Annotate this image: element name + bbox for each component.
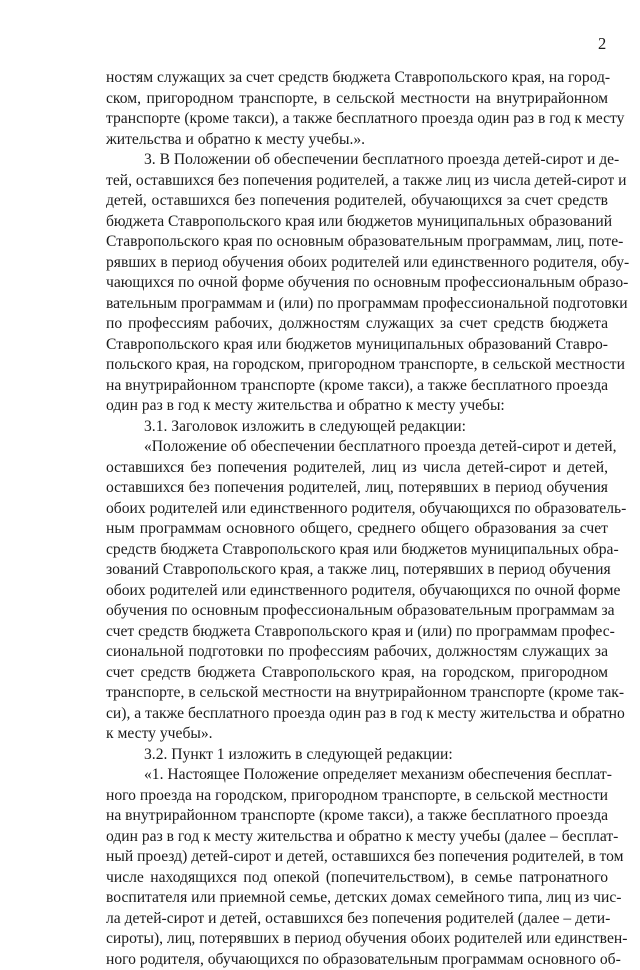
text-line: зований Ставропольского края, а также лиц, потерявших в период обучения (106, 560, 608, 581)
text-line: ный проезд) детей-сирот и детей, оставшихся без попечения родителей, в том (106, 847, 608, 868)
text-line: ла детей-сирот и детей, оставшихся без попечения родителей (далее – дети- (106, 909, 608, 930)
text-line: средств бюджета Ставропольского края или бюджетов муниципальных обра- (106, 540, 608, 561)
text-line: вательным программам и (или) по программам профессиональной подготовки (106, 294, 608, 315)
text-line: Ставропольского края по основным образовательным программам, лиц, поте- (106, 232, 608, 253)
text-line: «Положение об обеспечении бесплатного проезда детей-сирот и детей, (106, 437, 608, 458)
text-line: бюджета Ставропольского края или бюджетов муниципальных образований (106, 212, 608, 233)
text-line: ностям служащих за счет средств бюджета Ставропольского края, на город- (106, 68, 608, 89)
text-line: на внутрирайонном транспорте (кроме такси), а также бесплатного проезда (106, 376, 608, 397)
text-line: тей, оставшихся без попечения родителей, а также лиц из числа детей-сирот и (106, 171, 608, 192)
paragraph-quoted-point-1 (106, 765, 608, 970)
text-line: си), а также бесплатного проезда один раз в год к месту жительства и обратно (106, 704, 608, 725)
text-line: к месту учебы». (106, 724, 608, 745)
paragraph-quoted-title (106, 437, 608, 745)
paragraph-item-3-1 (106, 417, 608, 438)
text-line: обучения по основным профессиональным образовательным программам за (106, 601, 608, 622)
text-line: оставшихся без попечения родителей, лиц, потерявших в период обучения (106, 478, 608, 499)
text-line: обоих родителей или единственного родителя, обучающихся по образователь- (106, 499, 608, 520)
text-line: «1. Настоящее Положение определяет механизм обеспечения бесплат- (106, 765, 608, 786)
text-line: оставшихся без попечения родителей, лиц из числа детей-сирот и детей, (106, 458, 608, 479)
text-line: счет средств бюджета Ставропольского края и (или) по программам профес- (106, 622, 608, 643)
text-line: по профессиям рабочих, должностям служащих за счет средств бюджета (106, 314, 608, 335)
page-number: 2 (598, 34, 606, 54)
text-line: детей, оставшихся без попечения родителей, обучающихся за счет средств (106, 191, 608, 212)
text-line: ным программам основного общего, среднего общего образования за счет (106, 519, 608, 540)
text-line: Ставропольского края или бюджетов муниципальных образований Ставро- (106, 335, 608, 356)
text-line: рявших в период обучения обоих родителей или единственного родителя, обу- (106, 253, 608, 274)
text-line: ного родителя, обучающихся по образовательным программам основного об- (106, 950, 608, 970)
text-line: ного проезда на городском, пригородном транспорте, в сельской местности (106, 786, 608, 807)
text-line: сироты), лиц, потерявших в период обучения обоих родителей или единствен- (106, 929, 608, 950)
paragraph-item-3-2 (106, 745, 608, 766)
text-line: один раз в год к месту жительства и обратно к месту учебы: (106, 396, 608, 417)
paragraph-item-3 (106, 150, 608, 417)
text-line: числе находящихся под опекой (попечительством), в семье патронатного (106, 868, 608, 889)
text-line: 3.2. Пункт 1 изложить в следующей редакции: (106, 745, 608, 766)
text-line: транспорте (кроме такси), а также бесплатного проезда один раз в год к месту (106, 109, 608, 130)
text-line: один раз в год к месту жительства и обратно к месту учебы (далее – бесплат- (106, 827, 608, 848)
text-line: 3.1. Заголовок изложить в следующей редакции: (106, 417, 608, 438)
text-line: чающихся по очной форме обучения по основным профессиональным образо- (106, 273, 608, 294)
text-line: счет средств бюджета Ставропольского края, на городском, пригородном (106, 663, 608, 684)
text-line: на внутрирайонном транспорте (кроме такси), а также бесплатного проезда (106, 806, 608, 827)
text-line: транспорте, в сельской местности на внутрирайонном транспорте (кроме так- (106, 683, 608, 704)
text-line: сиональной подготовки по профессиям рабочих, должностям служащих за (106, 642, 608, 663)
text-line: воспитателя или приемной семье, детских домах семейного типа, лиц из чис- (106, 888, 608, 909)
text-line: жительства и обратно к месту учебы.». (106, 130, 608, 151)
text-line: польского края, на городском, пригородном транспорте, в сельской местности (106, 355, 608, 376)
paragraph-continuation (106, 68, 608, 150)
text-line: обоих родителей или единственного родителя, обучающихся по очной форме (106, 581, 608, 602)
text-line: 3. В Положении об обеспечении бесплатного проезда детей-сирот и де- (106, 150, 608, 171)
text-line: ском, пригородном транспорте, в сельской местности на внутрирайонном (106, 89, 608, 110)
